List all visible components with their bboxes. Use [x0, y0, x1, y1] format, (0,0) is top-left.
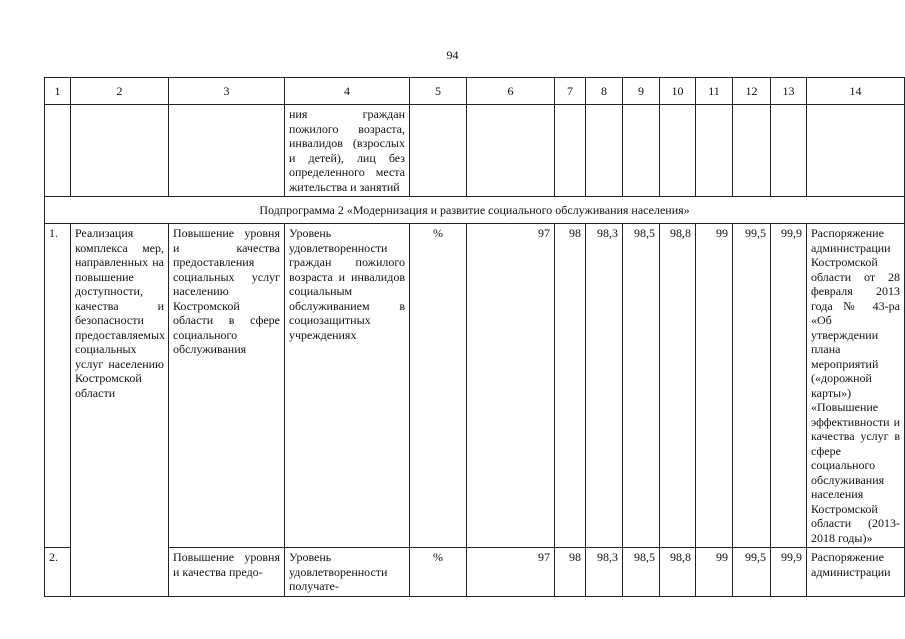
column-header: 12	[733, 78, 771, 105]
goal-cell: Повышение уровня и качества предо-	[169, 548, 285, 597]
column-header: 10	[660, 78, 696, 105]
column-header: 5	[410, 78, 467, 105]
column-header: 9	[623, 78, 660, 105]
subprogram-row	[45, 197, 905, 224]
value-cell: 99,5	[733, 224, 771, 548]
column-header: 1	[45, 78, 71, 105]
value-cell: 98	[555, 224, 586, 548]
column-header: 13	[771, 78, 807, 105]
table-row	[45, 548, 905, 597]
value-cell: 98,5	[623, 224, 660, 548]
value-cell: 98,8	[660, 224, 696, 548]
indicator-cell: Уровень удовлетворенности получате-	[285, 548, 410, 597]
goal-cell: Повышение уровня и качества предоставления социальных услуг населению Костромской области в сфере социального обслуживания	[169, 224, 285, 548]
value-cell: 98,5	[623, 548, 660, 597]
value-cell: 98,8	[660, 548, 696, 597]
column-header: 11	[696, 78, 733, 105]
indicators-table	[44, 77, 905, 597]
value-cell: 97	[467, 224, 555, 548]
column-header: 3	[169, 78, 285, 105]
indicator-cell: ния граждан пожилого возраста, инвалидов (взрослых и детей), лиц без определенного места жительства и занятий	[285, 105, 410, 197]
unit-cell: %	[410, 224, 467, 548]
value-cell: 98,3	[586, 548, 623, 597]
value-cell: 98,3	[586, 224, 623, 548]
column-header: 7	[555, 78, 586, 105]
value-cell: 99,9	[771, 224, 807, 548]
column-header: 4	[285, 78, 410, 105]
column-header: 14	[807, 78, 905, 105]
event-cell: Реализация комплекса мер, направленных на повышение доступности, качества и безопасности предоставляемых социальных услуг населению Костромской области	[71, 224, 169, 597]
subprogram-title: Подпрограмма 2 «Модернизация и развитие социального обслуживания населения»	[45, 197, 905, 224]
column-number-row	[45, 78, 905, 105]
document-cell: Распоряжение администрации	[807, 548, 905, 597]
column-header: 2	[71, 78, 169, 105]
value-cell: 99	[696, 224, 733, 548]
value-cell: 99,5	[733, 548, 771, 597]
document-cell: Распоряжение администрации Костромской области от 28 февраля 2013 года № 43-ра «Об утверждении плана мероприятий («дорожной карты») «Повышение эффективности и качества услуг в сфере социального обслуживания населения Костромской области (2013-2018 годы)»	[807, 224, 905, 548]
value-cell: 99	[696, 548, 733, 597]
row-number: 2.	[45, 548, 71, 597]
value-cell: 99,9	[771, 548, 807, 597]
unit-cell: %	[410, 548, 467, 597]
row-number: 1.	[45, 224, 71, 548]
column-header: 6	[467, 78, 555, 105]
page-number: 94	[446, 48, 459, 62]
table-row	[45, 224, 905, 548]
continuation-row	[45, 105, 905, 197]
column-header: 8	[586, 78, 623, 105]
value-cell: 97	[467, 548, 555, 597]
value-cell: 98	[555, 548, 586, 597]
indicator-cell: Уровень удовлетворенности граждан пожилого возраста и инвалидов социальным обслуживанием в социозащитных учреждениях	[285, 224, 410, 548]
